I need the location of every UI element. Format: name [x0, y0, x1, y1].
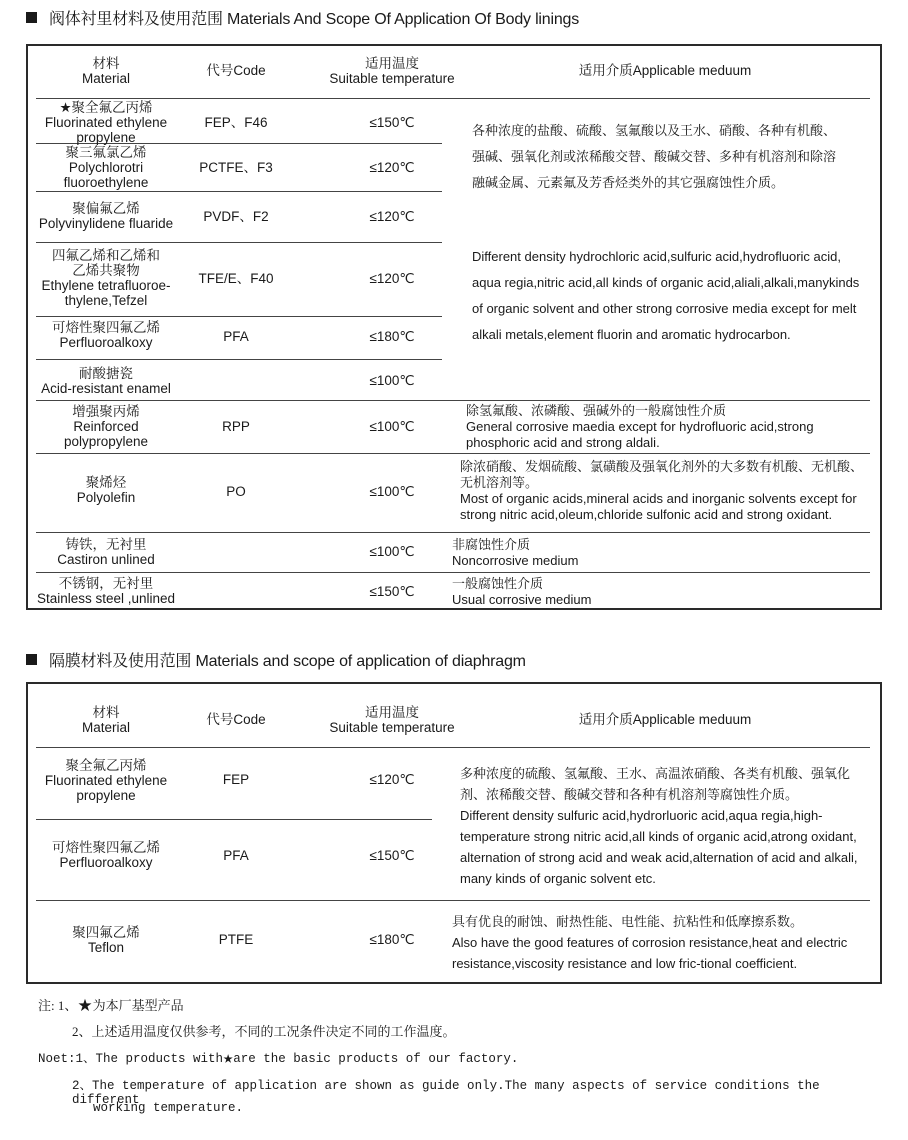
section2-title: 隔膜材料及使用范围 Materials and scope of application of diaphragm — [26, 648, 526, 671]
medium-po: 除浓硝酸、发烟硫酸、氯磺酸及强氧化剂外的大多数有机酸、无机酸、 无机溶剂等。 Most of organic acids,mineral acids and inorganic solvents except for strong nitric acid,oleum,chloride sulfonic acid and strong oxidant. — [460, 459, 864, 522]
temp-fep: ≤150℃ — [369, 115, 415, 130]
row-divider — [36, 98, 870, 99]
header-material: 材料 Material — [81, 56, 130, 86]
row-divider — [36, 532, 870, 533]
note-en-2b: working temperature. — [93, 1101, 244, 1115]
note-cn-2: 2、上述适用温度仅供参考，不同的工况条件决定不同的工作温度。 — [72, 1024, 456, 1039]
temp-pvdf: ≤120℃ — [369, 209, 415, 224]
medium-stainless: 一般腐蚀性介质 Usual corrosive medium — [452, 576, 592, 607]
diaphragm-code-ptfe: PTFE — [218, 932, 254, 947]
material-pvdf: 聚偏氟乙烯 Polyvinylidene fluaride — [38, 201, 174, 231]
row-divider — [36, 400, 870, 401]
row-divider — [36, 453, 870, 454]
code-pfa: PFA — [223, 329, 249, 344]
temp-rpp: ≤100℃ — [369, 419, 415, 434]
temp-pctfe: ≤120℃ — [369, 160, 415, 175]
temp-po: ≤100℃ — [369, 484, 415, 499]
bullet-square-icon — [26, 12, 37, 23]
diaphragm-temp-pfa: ≤150℃ — [369, 848, 415, 863]
row-divider — [36, 359, 442, 360]
row-divider — [36, 242, 442, 243]
diaphragm-material-fep: 聚全氟乙丙烯 Fluorinated ethylene propylene — [44, 758, 168, 803]
temp-castiron: ≤100℃ — [369, 544, 415, 559]
medium-rpp: 除氢氟酸、浓磷酸、强碱外的一般腐蚀性介质 General corrosive maedia except for hydrofluoric acid,strong phosphoric acid and strong aldali. — [466, 403, 814, 450]
temp-pfa: ≤180℃ — [369, 329, 415, 344]
material-tfe: 四氟乙烯和乙烯和 乙烯共聚物 Ethylene tetrafluoroe- thylene,Tefzel — [41, 248, 171, 308]
header-code: 代号Code — [206, 712, 266, 727]
temp-tfe: ≤120℃ — [369, 271, 415, 286]
material-fep: ★聚全氟乙丙烯 Fluorinated ethylene propylene — [44, 100, 168, 145]
header-medium: 适用介质Applicable meduum — [578, 63, 752, 78]
temp-enamel: ≤100℃ — [369, 373, 415, 388]
row-divider — [36, 316, 442, 317]
diaphragm-temp-fep: ≤120℃ — [369, 772, 415, 787]
header-medium: 适用介质Applicable meduum — [578, 712, 752, 727]
star-icon: ★ — [223, 1050, 234, 1069]
code-tfe: TFE/E、F40 — [198, 271, 274, 286]
code-po: PO — [226, 484, 246, 499]
note-en-2a: 2、The temperature of application are shown as guide only.The many aspects of service conditions the different — [72, 1079, 820, 1107]
diaphragm-medium-fep-pfa: 多种浓度的硫酸、氢氟酸、王水、高温浓硝酸、各类有机酸、强氧化 剂、浓稀酸交替、酸碱交替和各种有机溶剂等腐蚀性介质。 Different density sulfuric acid,hydrorluoric acid,aqua regia,high- temperature strong nitric acid,all kinds of organic acid,atrong oxidant, alternation of strong acid and weak acid,alternation of acid and alkali, many kinds of organic solvent etc. — [460, 766, 858, 886]
diaphragm-medium-ptfe: 具有优良的耐蚀、耐热性能、电性能、抗粘性和低摩擦系数。 Also have the good features of corrosion resistance,heat and electric resistance,viscosity resistance and low fric-tional coefficient. — [452, 914, 848, 971]
medium-general-en: Different density hydrochloric acid,sulfuric acid,hydrofluoric acid, aqua regia,nitric acid,all kinds of organic acid,aliali,alkali,manykinds of organic solvent and other strong corrosive media except for melt alkali metals,element fluorin and aromatic hydrocarbon. — [472, 249, 860, 342]
row-divider — [36, 819, 432, 820]
diaphragm-material-ptfe: 聚四氟乙烯 Teflon — [72, 925, 140, 955]
header-material: 材料 Material — [81, 705, 130, 735]
row-divider — [36, 572, 870, 573]
material-po: 聚烯烃 Polyolefin — [76, 475, 136, 505]
material-stainless: 不锈钢，无衬里 Stainless steel ,unlined — [36, 576, 176, 606]
code-pvdf: PVDF、F2 — [203, 209, 269, 224]
header-code: 代号Code — [206, 63, 266, 78]
row-divider — [36, 900, 870, 901]
note-cn-1: 注: 1、★为本厂基型产品 — [38, 996, 184, 1015]
medium-general-cn: 各种浓度的盐酸、硫酸、氢氟酸以及王水、硝酸、各种有机酸、 强碱、强氧化剂或浓稀酸交替、酸碱交替、多种有机溶剂和除溶 融碱金属、元素氟及芳香烃类外的其它强腐蚀性介质。 — [472, 123, 837, 190]
temp-stainless: ≤150℃ — [369, 584, 415, 599]
diaphragm-temp-ptfe: ≤180℃ — [369, 932, 415, 947]
material-pctfe: 聚三氟氯乙烯 Polychlorotri fluoroethylene — [63, 145, 149, 190]
material-rpp: 增强聚丙烯 Reinforced polypropylene — [63, 404, 149, 449]
row-divider — [36, 747, 870, 748]
code-rpp: RPP — [222, 419, 250, 434]
diaphragm-material-pfa: 可熔性聚四氟乙烯 Perfluoroalkoxy — [52, 840, 160, 870]
diaphragm-code-pfa: PFA — [223, 848, 249, 863]
star-icon: ★ — [77, 996, 93, 1015]
section1-title: 阀体衬里材料及使用范围 Materials And Scope Of Application Of Body linings — [26, 6, 579, 29]
row-divider — [36, 191, 442, 192]
bullet-square-icon — [26, 654, 37, 665]
code-pctfe: PCTFE、F3 — [199, 160, 273, 175]
header-temperature: 适用温度 Suitable temperature — [329, 56, 455, 86]
material-enamel: 耐酸搪瓷 Acid-resistant enamel — [41, 366, 171, 396]
code-fep: FEP、F46 — [204, 115, 268, 130]
material-pfa: 可熔性聚四氟乙烯 Perfluoroalkoxy — [52, 320, 160, 350]
note-en-1: Noet:1、The products with★are the basic products of our factory. — [38, 1050, 519, 1069]
medium-castiron: 非腐蚀性介质 Noncorrosive medium — [452, 537, 579, 568]
header-temperature: 适用温度 Suitable temperature — [329, 705, 455, 735]
material-castiron: 铸铁，无衬里 Castiron unlined — [57, 537, 155, 567]
diaphragm-code-fep: FEP — [222, 772, 250, 787]
